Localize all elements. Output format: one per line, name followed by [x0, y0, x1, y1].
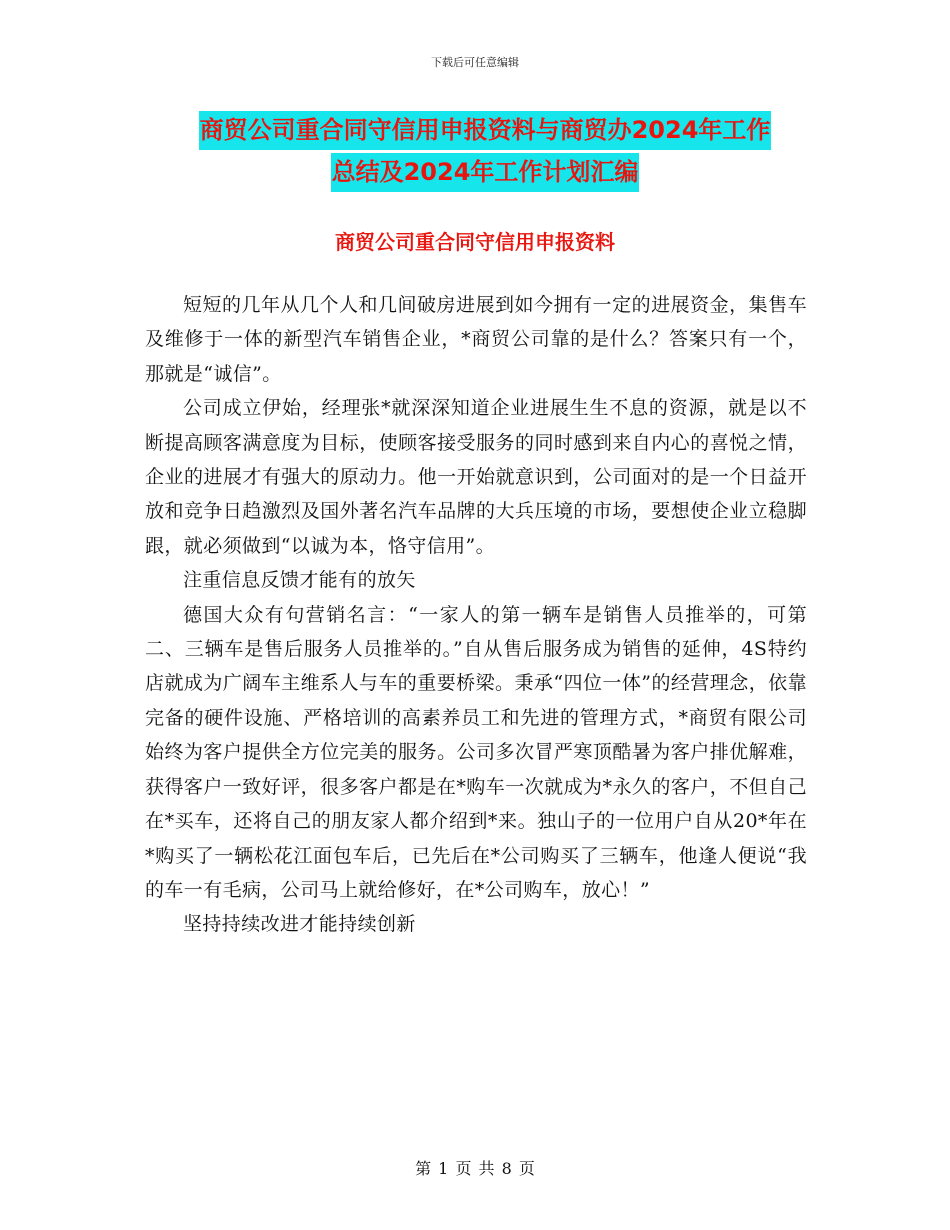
- page-footer: 第 1 页 共 8 页: [415, 1159, 535, 1178]
- paragraph-3: 德国大众有句营销名言：“一家人的第一辆车是销售人员推举的，可第二、三辆车是售后服务人员推举的。”自从售后服务成为销售的延伸，4S特约店就成为广阔车主维系人与车的重要桥梁。秉承“四位一体”的经营理念，依靠完备的硬件设施、严格培训的高素养员工和先进的管理方式，*商贸有限公司始终为客户提供全方位完美的服务。公司多次冒严寒顶酷暑为客户排优解难，获得客户一致好评，很多客户都是在*购车一次就成为*永久的客户，不但自己在*买车，还将自己的朋友家人都介绍到*来。独山子的一位用户自从20*年在*购买了一辆松花江面包车后，已先后在*公司购买了三辆车，他逢人便说“我的车一有毛病，公司马上就给修好，在*公司购车，放心！”: [145, 603, 807, 901]
- title-highlight-1: 商贸公司重合同守信用申报资料与商贸办2024年工作: [199, 111, 772, 150]
- section-title: 商贸公司重合同守信用申报资料: [335, 230, 615, 254]
- title-highlight-2: 总结及2024年工作计划汇编: [331, 153, 640, 192]
- document-title-line-2: [145, 160, 825, 184]
- document-body: [145, 288, 807, 942]
- paragraph-1: 短短的几年从几个人和几间破房进展到如今拥有一定的进展资金，集售车及维修于一体的新型汽车销售企业，*商贸公司靠的是什么？答案只有一个，那就是“诚信”。: [145, 294, 807, 385]
- paragraph-2: 公司成立伊始，经理张*就深深知道企业进展生生不息的资源，就是以不断提高顾客满意度为目标，使顾客接受服务的同时感到来自内心的喜悦之情，企业的进展才有强大的原动力。他一开始就意识到，公司面对的是一个日益开放和竞争日趋激烈及国外著名汽车品牌的大兵压境的市场，要想使企业立稳脚跟，就必须做到“以诚为本，恪守信用”。: [145, 397, 807, 557]
- paragraph-heading-feedback: 注重信息反馈才能有的放矢: [183, 569, 416, 592]
- header-note: 下载后可任意编辑: [431, 56, 519, 69]
- document-title-line-1: [145, 118, 825, 142]
- paragraph-heading-improvement: 坚持持续改进才能持续创新: [183, 913, 416, 936]
